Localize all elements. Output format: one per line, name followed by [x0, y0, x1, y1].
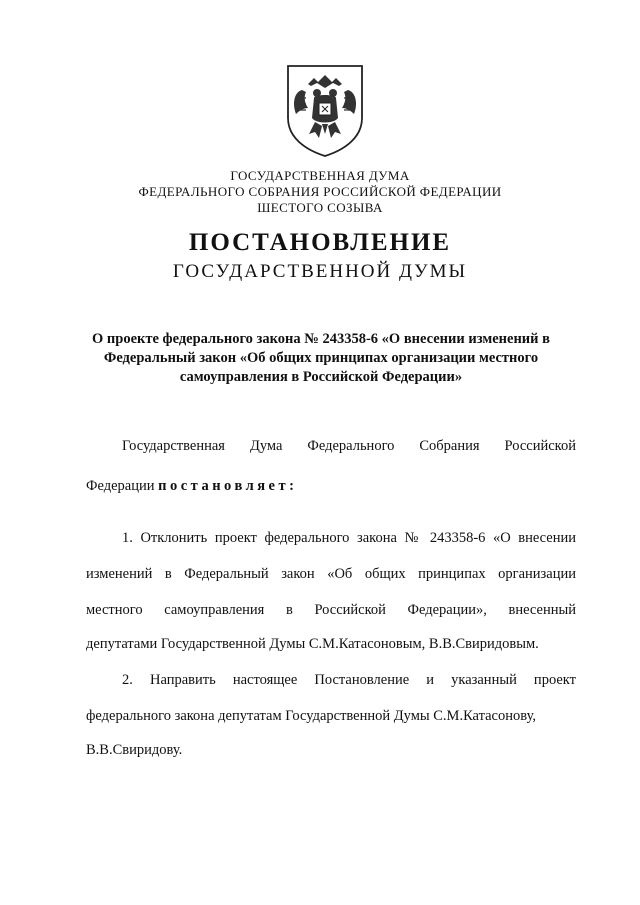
- item-1-line-2: изменений в Федеральный закон «Об общих принципах организации: [86, 566, 576, 582]
- header-line-2: ФЕДЕРАЛЬНОГО СОБРАНИЯ РОССИЙСКОЙ ФЕДЕРАЦИИ: [138, 184, 502, 199]
- subject-line-1: О проекте федерального закона № 243358-6 «О внесении изменений в: [92, 331, 550, 347]
- item-2-line-1: 2. Направить настоящее Постановление и указанный проект: [122, 672, 576, 688]
- resolves-emphasis: постановляет:: [158, 478, 298, 494]
- document-subject: [76, 330, 566, 387]
- coat-of-arms-icon: [284, 62, 366, 158]
- header-line-1: ГОСУДАРСТВЕННАЯ ДУМА: [230, 168, 410, 183]
- subject-line-2: Федеральный закон «Об общих принципах организации местного: [103, 350, 539, 366]
- item-2-line-2: федерального закона депутатам Государственной Думы С.М.Катасонову,: [86, 708, 537, 724]
- preamble-line-1: Государственная Дума Федерального Собрания Российской: [122, 438, 576, 454]
- header-line-3: ШЕСТОГО СОЗЫВА: [257, 200, 383, 215]
- item-1-line-1: 1. Отклонить проект федерального закона № 243358-6 «О внесении: [122, 530, 576, 546]
- item-1-line-3: местного самоуправления в Российской Федерации», внесенный: [86, 602, 576, 618]
- subject-line-3: самоуправления в Российской Федерации»: [179, 369, 463, 385]
- document-type-title: ПОСТАНОВЛЕНИЕ: [188, 229, 452, 256]
- item-2-line-3: В.В.Свиридову.: [86, 742, 183, 758]
- preamble-line-2: [86, 476, 576, 496]
- preamble-text: Федерации: [86, 478, 159, 494]
- document-issuer: ГОСУДАРСТВЕННОЙ ДУМЫ: [172, 261, 468, 282]
- item-1-line-4: депутатами Государственной Думы С.М.Катасоновым, В.В.Свиридовым.: [86, 636, 539, 652]
